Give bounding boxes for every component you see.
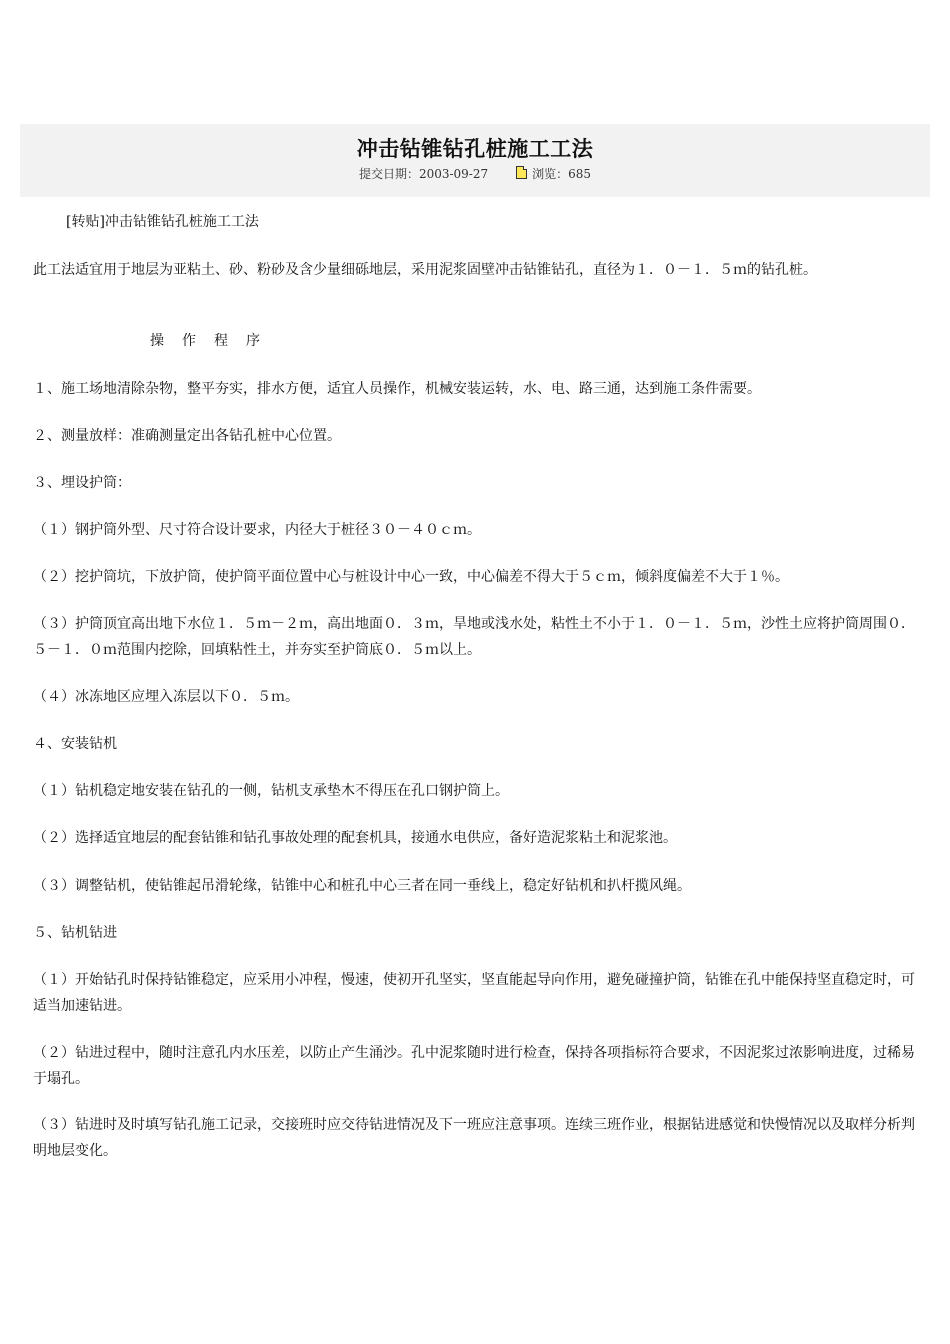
intro-paragraph: 此工法适宜用于地层为亚粘土、砂、粉砂及含少量细砾地层，采用泥浆固壁冲击钻锥钻孔，直径为１．０－１．５ｍ的钻孔桩。 xyxy=(33,262,817,278)
step-paragraph: （４）冰冻地区应埋入冻层以下０．５ｍ。 xyxy=(33,689,299,705)
step-paragraph: （３）钻进时及时填写钻孔施工记录，交接班时应交待钻进情况及下一班应注意事项。连续三班作业，根据钻进感觉和快慢情况以及取样分析判明地层变化。 xyxy=(33,1117,915,1159)
step-paragraph: （１）钢护筒外型、尺寸符合设计要求，内径大于桩径３０－４０ｃｍ。 xyxy=(33,522,481,538)
repost-line: [转贴]冲击钻锥钻孔桩施工工法 xyxy=(66,214,259,230)
view-count: 浏览：685 xyxy=(532,167,592,181)
article-title: 冲击钻锥钻孔桩施工工法 xyxy=(356,136,594,161)
section-heading: 操 作 程 序 xyxy=(150,333,262,349)
step-paragraph: ４、安装钻机 xyxy=(33,736,117,752)
step-paragraph: ５、钻机钻进 xyxy=(33,925,117,941)
step-paragraph: （３）调整钻机，使钻锥起吊滑轮缘，钻锥中心和桩孔中心三者在同一垂线上，稳定好钻机和扒杆揽风绳。 xyxy=(33,878,691,894)
step-paragraph: １、施工场地清除杂物，整平夯实，排水方便，适宜人员操作，机械安装运转，水、电、路三通，达到施工条件需要。 xyxy=(33,381,761,397)
step-paragraph: ２、测量放样：准确测量定出各钻孔桩中心位置。 xyxy=(33,428,341,444)
step-paragraph: （２）挖护筒坑，下放护筒，使护筒平面位置中心与桩设计中心一致，中心偏差不得大于５ｃｍ，倾斜度偏差不大于１％。 xyxy=(33,569,789,585)
step-paragraph: （２）选择适宜地层的配套钻锥和钻孔事故处理的配套机具，接通水电供应，备好造泥浆粘土和泥浆池。 xyxy=(33,830,677,846)
submit-date: 提交日期：2003-09-27 xyxy=(358,167,489,181)
step-paragraph: （３）护筒顶宜高出地下水位１．５ｍ－２ｍ，高出地面０．３ｍ，旱地或浅水处，粘性土不小于１．０－１．５ｍ，沙性土应将护筒周围０．５－１．０ｍ范围内挖除，回填粘性土，并夯实至护筒底０．５ｍ以上。 xyxy=(33,616,915,658)
step-paragraph: （１）开始钻孔时保持钻锥稳定，应采用小冲程，慢速，使初开孔坚实，坚直能起导向作用，避免碰撞护筒，钻锥在孔中能保持坚直稳定时，可适当加速钻进。 xyxy=(33,972,915,1014)
step-paragraph: （２）钻进过程中，随时注意孔内水压差，以防止产生涌沙。孔中泥浆随时进行检查，保持各项指标符合要求，不因泥浆过浓影响进度，过稀易于塌孔。 xyxy=(33,1045,915,1087)
step-paragraph: ３、埋设护筒： xyxy=(33,475,131,491)
step-paragraph: （１）钻机稳定地安装在钻孔的一侧，钻机支承垫木不得压在孔口钢护筒上。 xyxy=(33,783,509,799)
article-meta xyxy=(0,166,950,182)
document-icon xyxy=(516,166,527,179)
